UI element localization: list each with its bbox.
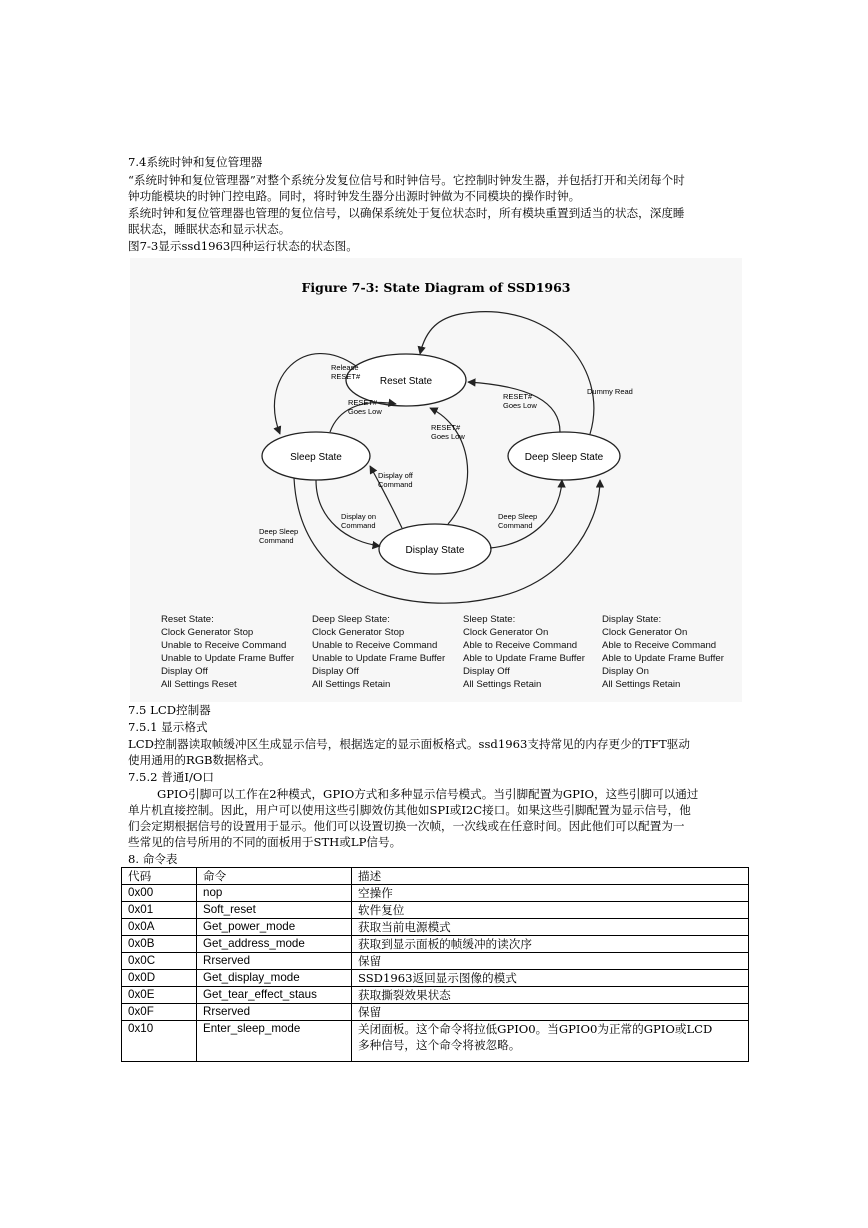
legend-deep-sleep-state (312, 613, 445, 691)
description-cell: 空操作 (352, 885, 749, 902)
legend-line: Unable to Receive Command (161, 640, 287, 651)
section-heading: 7.4系统时钟和复位管理器 (128, 155, 263, 169)
transition-label: Display off (378, 471, 413, 480)
paragraph-line: 单片机直接控制。因此，用户可以使用这些引脚效仿其他如SPI或I2C接口。如果这些引脚配置为显示信号，他 (128, 803, 691, 817)
transition-label: Deep Sleep (259, 527, 299, 536)
figure-title: Figure 7-3: State Diagram of SSD1963 (301, 280, 571, 295)
transition-label: Command (378, 480, 413, 489)
table-row (122, 1004, 749, 1021)
section-heading: 7.5 LCD控制器 (128, 703, 211, 717)
figure-reference: 图7-3显示ssd1963四种运行状态的状态图。 (128, 239, 358, 253)
table-heading: 8. 命令表 (128, 852, 178, 866)
legend-line: All Settings Reset (161, 679, 237, 690)
table-row (122, 987, 749, 1004)
legend-line: Display Off (161, 666, 208, 677)
description-cell: SSD1963返回显示图像的模式 (352, 970, 749, 987)
legend-line: Able to Receive Command (463, 640, 578, 651)
table-row (122, 902, 749, 919)
table-row (122, 936, 749, 953)
transition-label: RESET# (431, 423, 461, 432)
table-row (122, 953, 749, 970)
column-header: 代码 (122, 868, 197, 885)
command-cell: Enter_sleep_mode (197, 1021, 352, 1062)
command-cell: Get_display_mode (197, 970, 352, 987)
description-cell: 获取撕裂效果状态 (352, 987, 749, 1004)
transition-label: Goes Low (503, 401, 537, 410)
command-cell: Rrserved (197, 1004, 352, 1021)
legend-line: Able to Receive Command (602, 640, 717, 651)
code-cell: 0x0F (122, 1004, 197, 1021)
code-cell: 0x0D (122, 970, 197, 987)
paragraph-line: 钟功能模块的时钟门控电路。同时，将时钟发生器分出源时钟做为不同模块的操作时钟。 (128, 189, 581, 203)
transition-label: Command (341, 521, 376, 530)
legend-line: Display Off (463, 666, 510, 677)
state-display (379, 524, 491, 574)
transition-label: RESET# (331, 372, 361, 381)
paragraph-line: 眠状态，睡眠状态和显示状态。 (128, 222, 291, 236)
transition-label: RESET# (348, 398, 378, 407)
command-cell: Soft_reset (197, 902, 352, 919)
subsection-heading: 7.5.2 普通I/O口 (128, 770, 214, 784)
subsection-heading: 7.5.1 显示格式 (128, 720, 208, 734)
description-cell: 保留 (352, 1004, 749, 1021)
legend-display-state (602, 613, 724, 691)
description-cell: 获取到显示面板的帧缓冲的读次序 (352, 936, 749, 953)
transition-label: Display on (341, 512, 377, 521)
command-cell: Get_power_mode (197, 919, 352, 936)
transition-label: Release (331, 363, 359, 372)
table-row (122, 1021, 749, 1062)
paragraph-line: “系统时钟和复位管理器”对整个系统分发复位信号和时钟信号。它控制时钟发生器，并包括打开和关闭每个时 (128, 173, 685, 187)
paragraph-line: 使用通用的RGB数据格式。 (128, 753, 271, 767)
transition-label: RESET# (503, 392, 533, 401)
legend-title: Deep Sleep State: (312, 614, 390, 625)
paragraph-line: LCD控制器读取帧缓冲区生成显示信号，根据选定的显示面板格式。ssd1963支持常见的内存更少的TFT驱动 (128, 737, 690, 751)
transition-label: Goes Low (348, 407, 382, 416)
code-cell: 0x0B (122, 936, 197, 953)
legend-line: Display Off (312, 666, 359, 677)
transition-label: Command (259, 536, 294, 545)
description-cell (352, 1021, 749, 1062)
legend-title: Sleep State: (463, 614, 516, 625)
command-cell: Get_address_mode (197, 936, 352, 953)
transition-label: Dummy Read (587, 387, 633, 396)
transition-label: Command (498, 521, 533, 530)
code-cell: 0x01 (122, 902, 197, 919)
legend-line: Able to Update Frame Buffer (463, 653, 585, 664)
description-line: 多种信号，这个命令将被忽略。 (358, 1038, 521, 1052)
description-cell: 保留 (352, 953, 749, 970)
table-row (122, 919, 749, 936)
legend-title: Display State: (602, 614, 662, 625)
state-reset-label: Reset State (379, 376, 433, 387)
code-cell: 0x00 (122, 885, 197, 902)
column-header: 描述 (352, 868, 749, 885)
code-cell: 0x0E (122, 987, 197, 1004)
legend-line: Unable to Receive Command (312, 640, 438, 651)
state-deep-sleep-label: Deep Sleep State (524, 452, 604, 463)
code-cell: 0x0A (122, 919, 197, 936)
legend-line: All Settings Retain (602, 679, 681, 690)
paragraph-line: 些常见的信号所用的不同的面板用于STH或LP信号。 (128, 835, 402, 849)
legend-line: Unable to Update Frame Buffer (161, 653, 295, 664)
legend-line: Able to Update Frame Buffer (602, 653, 724, 664)
legend-line: Display On (602, 666, 649, 677)
legend-line: Clock Generator Stop (161, 627, 254, 638)
legend-line: All Settings Retain (312, 679, 391, 690)
legend-line: Clock Generator On (463, 627, 549, 638)
legend-line: Unable to Update Frame Buffer (312, 653, 446, 664)
legend-line: All Settings Retain (463, 679, 542, 690)
legend-line: Clock Generator On (602, 627, 688, 638)
command-table (121, 867, 749, 1062)
table-header-row (122, 868, 749, 885)
command-cell: Get_tear_effect_staus (197, 987, 352, 1004)
state-sleep-label: Sleep State (290, 452, 342, 463)
transition-label: Goes Low (431, 432, 465, 441)
command-cell: nop (197, 885, 352, 902)
state-sleep (262, 432, 370, 480)
command-cell: Rrserved (197, 953, 352, 970)
state-deep-sleep (508, 432, 620, 480)
table-row (122, 970, 749, 987)
description-cell: 获取当前电源模式 (352, 919, 749, 936)
legend-reset-state (161, 613, 294, 691)
table-row (122, 885, 749, 902)
transition-label: Deep Sleep (498, 512, 538, 521)
legend-line: Clock Generator Stop (312, 627, 405, 638)
description-line: 关闭面板。这个命令将拉低GPIO0。当GPIO0为正常的GPIO或LCD (358, 1022, 713, 1036)
code-cell: 0x0C (122, 953, 197, 970)
paragraph-line: GPIO引脚可以工作在2种模式，GPIO方式和多种显示信号模式。当引脚配置为GPIO，这些引脚可以通过 (157, 787, 699, 801)
paragraph-line: 系统时钟和复位管理器也管理的复位信号，以确保系统处于复位状态时，所有模块重置到适当的状态，深度睡 (128, 206, 685, 220)
column-header: 命令 (197, 868, 352, 885)
legend-title: Reset State: (161, 614, 214, 625)
paragraph-line: 们会定期根据信号的设置用于显示。他们可以设置切换一次帧，一次线或在任意时间。因此他们可以配置为一 (128, 819, 685, 833)
code-cell: 0x10 (122, 1021, 197, 1062)
description-cell: 软件复位 (352, 902, 749, 919)
state-display-label: Display State (405, 545, 465, 556)
legend-sleep-state (463, 613, 585, 691)
